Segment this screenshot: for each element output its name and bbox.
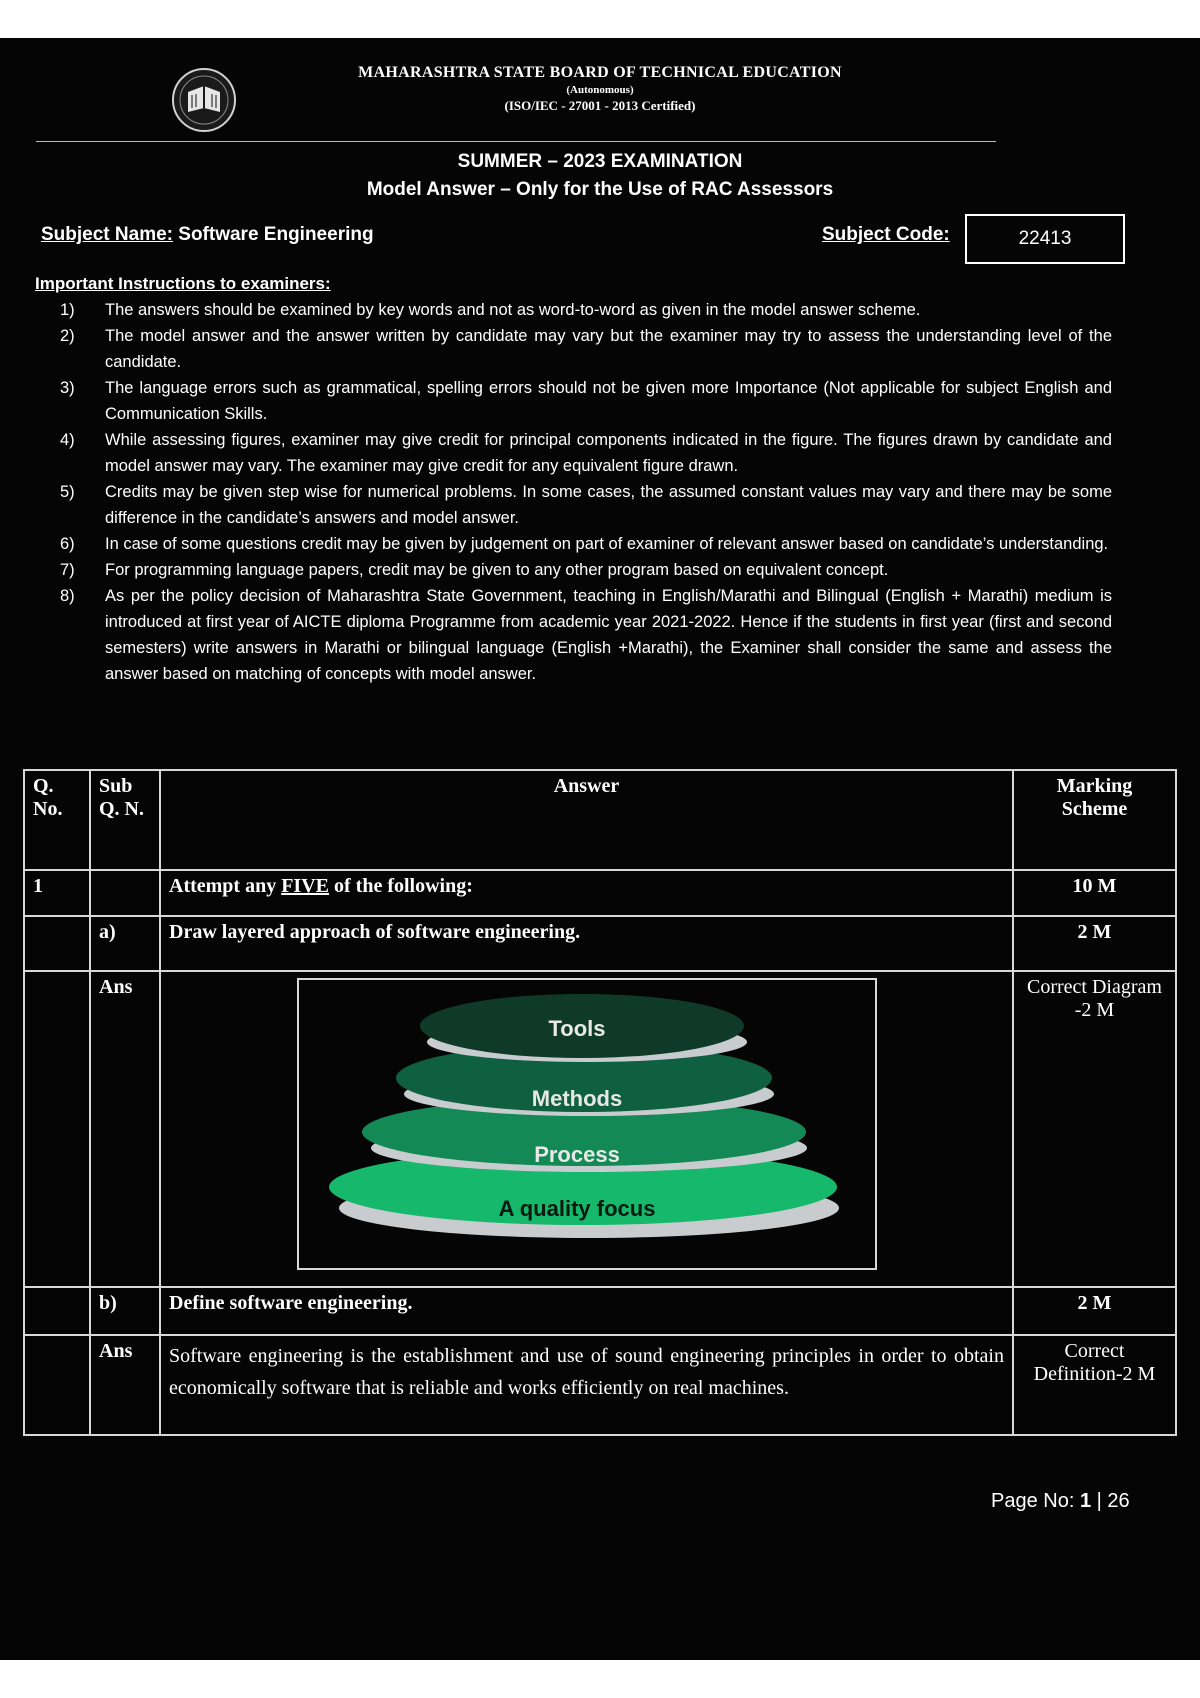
qb-ans-label: Ans	[90, 1335, 160, 1435]
q1-marks: 10 M	[1013, 870, 1176, 916]
header-divider	[36, 141, 996, 142]
instruction-text: Credits may be given step wise for numerical problems. In some cases, the assumed constant values may vary and there may be some difference in the candidate’s answers and model answer.	[105, 483, 1112, 527]
instruction-item	[60, 427, 1112, 479]
layers-svg	[299, 980, 875, 1268]
qb-marks: 2 M	[1013, 1287, 1176, 1335]
certification-label: (ISO/IEC - 27001 - 2013 Certified)	[504, 98, 696, 113]
page-current: 1	[1079, 1490, 1092, 1512]
header-marking: Marking Scheme	[1013, 770, 1176, 870]
q1-title	[160, 870, 1013, 916]
instruction-text: For programming language papers, credit may be given to any other program based on equivalent concept.	[105, 561, 889, 579]
subject-name-label: Subject Name:	[41, 224, 173, 245]
layer-label-quality-focus: A quality focus	[498, 1196, 655, 1221]
q1-number: 1	[24, 870, 90, 916]
layer-label-process: Process	[533, 1142, 620, 1167]
subject-code-box	[965, 214, 1125, 264]
qa-question: Draw layered approach of software engineering.	[160, 916, 1013, 971]
qa-sub: a)	[90, 916, 160, 971]
board-name: MAHARASHTRA STATE BOARD OF TECHNICAL EDUCATION	[358, 64, 842, 81]
table-header-row	[24, 770, 1176, 870]
qb-sub: b)	[90, 1287, 160, 1335]
instruction-text: The language errors such as grammatical, spelling errors should not be given more Importance (Not applicable for subject English and Communication Skills.	[105, 379, 1112, 423]
page-total: 26	[1107, 1490, 1130, 1512]
empty-cell	[24, 916, 90, 971]
page-separator: |	[1091, 1490, 1108, 1512]
qa-answer-cell	[160, 971, 1013, 1287]
instruction-item	[60, 531, 1112, 557]
empty-cell	[24, 971, 90, 1287]
layer-label-methods: Methods	[531, 1086, 622, 1111]
q1-title-post: of the following:	[329, 875, 473, 897]
instruction-number: 2)	[60, 327, 75, 345]
table-row	[24, 971, 1176, 1287]
page-number	[991, 1490, 1130, 1513]
qb-answer: Software engineering is the establishment and use of sound engineering principles in order to obtain economically software that is reliable and works efficiently on real machines.	[160, 1335, 1013, 1435]
instruction-text: The model answer and the answer written by candidate may vary but the examiner may try to assess the understanding level of the candidate.	[105, 327, 1112, 371]
table-row	[24, 1287, 1176, 1335]
instruction-item	[60, 375, 1112, 427]
subject-code-value: 22413	[1018, 228, 1072, 249]
layer-label-tools: Tools	[547, 1016, 606, 1041]
answer-table	[23, 769, 1177, 1436]
instruction-text: While assessing figures, examiner may give credit for principal components indicated in the figure. The figures drawn by candidate and model answer may vary. The examiner may give credit for any equivalent figure drawn.	[105, 431, 1112, 475]
empty-cell	[24, 1287, 90, 1335]
qa-marks: 2 M	[1013, 916, 1176, 971]
header-qno: Q. No.	[24, 770, 90, 870]
instruction-number: 4)	[60, 431, 75, 449]
autonomous-label: (Autonomous)	[566, 84, 634, 96]
table-row	[24, 1335, 1176, 1435]
qb-question: Define software engineering.	[160, 1287, 1013, 1335]
table-row	[24, 870, 1176, 916]
exam-title-block	[0, 148, 1200, 204]
q1-title-five: FIVE	[281, 875, 330, 897]
document-page	[0, 38, 1200, 1660]
instruction-number: 5)	[60, 483, 75, 501]
qb-scheme: Correct Definition-2 M	[1013, 1335, 1176, 1435]
msbte-logo-icon	[170, 66, 238, 134]
instruction-number: 3)	[60, 379, 75, 397]
instructions-title: Important Instructions to examiners:	[35, 274, 331, 293]
empty-cell	[90, 870, 160, 916]
instruction-item	[60, 583, 1112, 687]
instruction-number: 6)	[60, 535, 75, 553]
header-subq: Sub Q. N.	[90, 770, 160, 870]
instruction-item	[60, 557, 1112, 583]
layered-approach-diagram	[297, 978, 877, 1270]
empty-cell	[24, 1335, 90, 1435]
subject-name-value: Software Engineering	[178, 224, 374, 245]
subject-code-label: Subject Code:	[822, 224, 950, 245]
model-answer-title: Model Answer – Only for the Use of RAC Assessors	[366, 179, 834, 200]
exam-title: SUMMER – 2023 EXAMINATION	[457, 151, 743, 172]
instruction-text: As per the policy decision of Maharashtra State Government, teaching in English/Marathi and Bilingual (English + Marathi) medium is introduced at first year of AICTE diploma Programme from academic year 2021-2022. Hence if the students in first year (first and second semesters) write answers in Marathi or bilingual language (English +Marathi), the Examiner shall consider the same and assess the answer based on matching of concepts with model answer.	[105, 587, 1112, 683]
instruction-number: 7)	[60, 561, 75, 579]
instruction-item	[60, 323, 1112, 375]
instructions-list	[60, 297, 1112, 687]
qa-scheme: Correct Diagram -2 M	[1013, 971, 1176, 1287]
instruction-item	[60, 297, 1112, 323]
table-row	[24, 916, 1176, 971]
subject-name	[41, 224, 374, 246]
q1-title-pre: Attempt any	[169, 875, 282, 897]
instruction-text: In case of some questions credit may be given by judgement on part of examiner of relevant answer based on candidate’s understanding.	[105, 535, 1109, 553]
header-answer: Answer	[160, 770, 1013, 870]
page-label: Page No:	[991, 1490, 1080, 1512]
instruction-text: The answers should be examined by key words and not as word-to-word as given in the model answer scheme.	[105, 301, 921, 319]
instruction-number: 8)	[60, 587, 75, 605]
qa-ans-label: Ans	[90, 971, 160, 1287]
board-header	[240, 64, 960, 114]
instruction-item	[60, 479, 1112, 531]
instruction-number: 1)	[60, 301, 75, 319]
